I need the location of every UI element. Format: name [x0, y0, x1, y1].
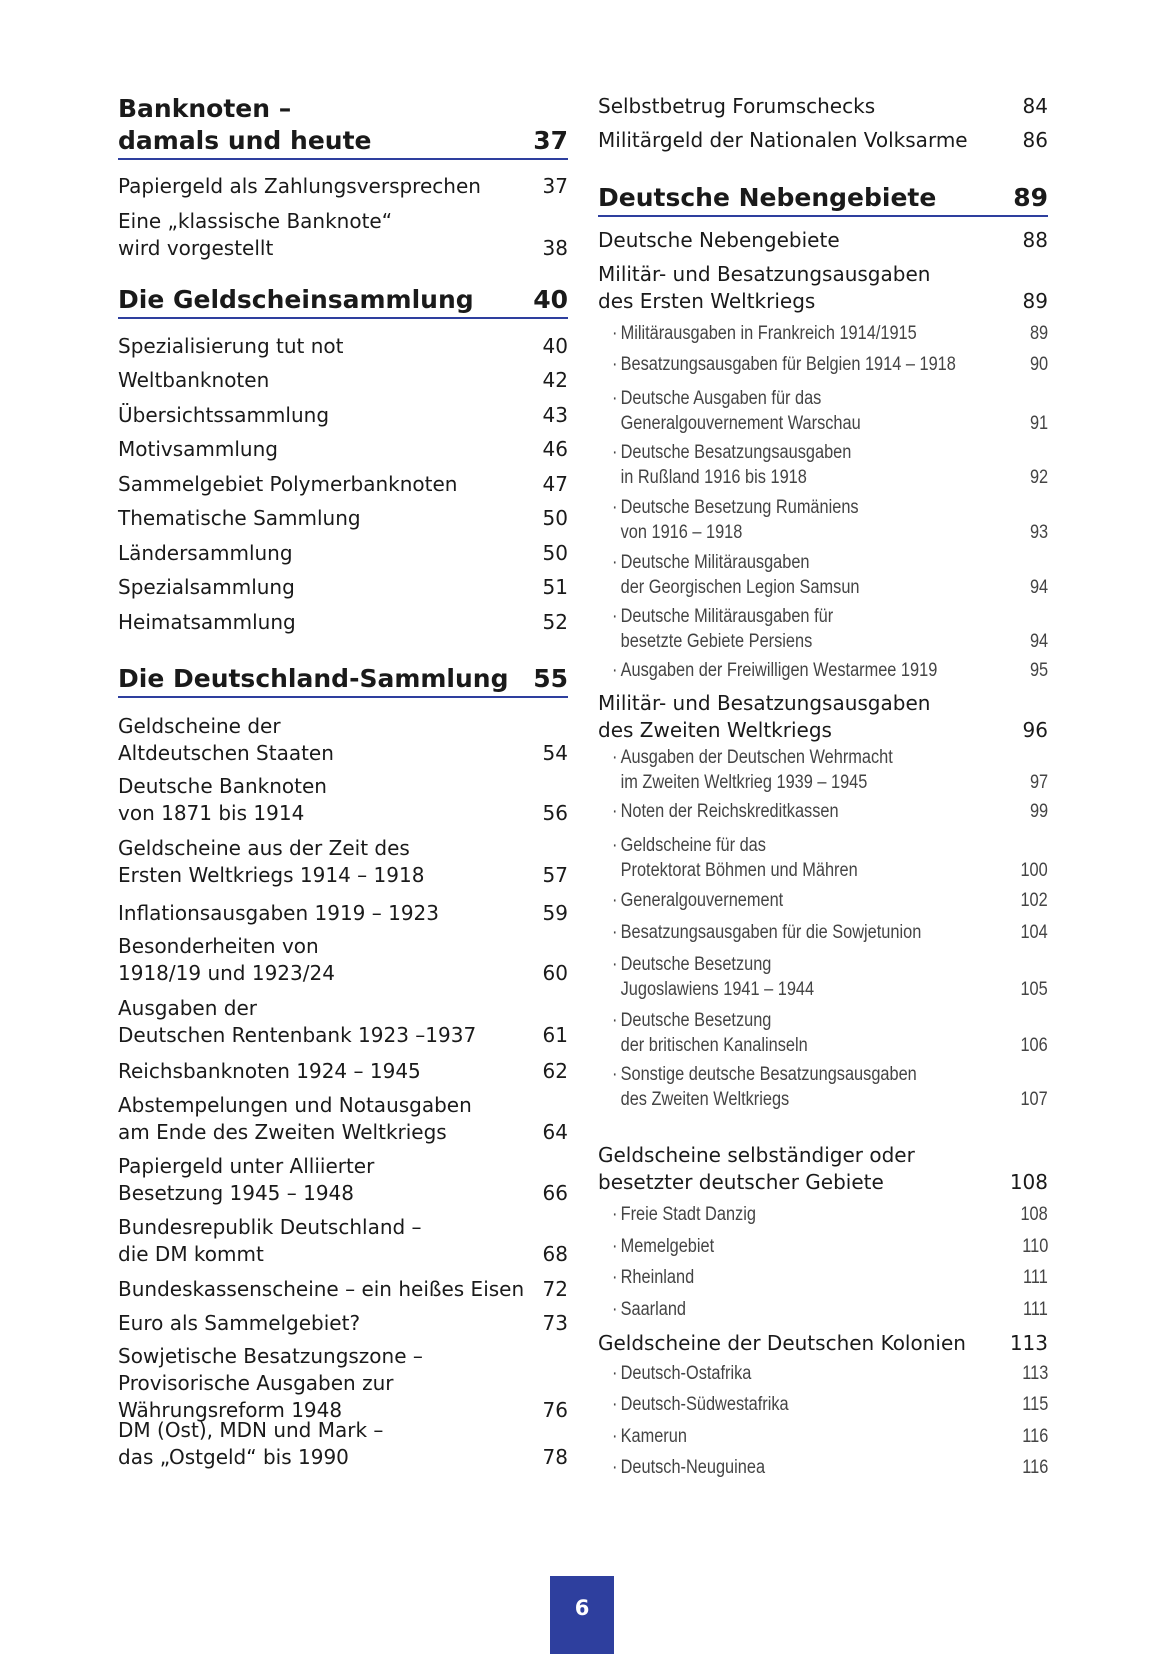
- toc-page-number: 108: [1009, 1170, 1048, 1194]
- toc-page-number: 116: [1021, 1457, 1048, 1478]
- toc-title-line: [612, 952, 814, 977]
- toc-page-number: 92: [1029, 467, 1048, 488]
- toc-title: [598, 127, 968, 154]
- toc-title-line: Reichsbanknoten 1924 – 1945: [118, 1059, 421, 1083]
- toc-title: [118, 609, 296, 636]
- toc-page-number: 107: [1020, 1089, 1048, 1110]
- toc-title-line: [612, 321, 917, 346]
- toc-title-line: [612, 386, 861, 411]
- toc-title-line: Selbstbetrug Forumschecks: [598, 94, 876, 118]
- toc-title-line: Sammelgebiet Polymerbanknoten: [118, 472, 458, 496]
- toc-title-line: Besetzung 1945 – 1948: [118, 1181, 355, 1205]
- toc-page-number: 42: [542, 368, 568, 392]
- toc-title: [612, 1297, 686, 1322]
- toc-title-text: Sonstige deutsche Besatzungsausgaben: [620, 1064, 917, 1085]
- toc-title: [612, 321, 917, 346]
- toc-title: [118, 436, 278, 463]
- toc-title-text: Memelgebiet: [620, 1236, 715, 1257]
- toc-title-line: des Ersten Weltkriegs: [598, 289, 816, 313]
- bullet-icon: ·: [612, 552, 618, 573]
- bullet-icon: ·: [612, 1394, 618, 1415]
- toc-page-number: 115: [1021, 1394, 1048, 1415]
- bullet-icon: ·: [612, 835, 618, 856]
- toc-title: [118, 1092, 472, 1146]
- toc-title-line: [612, 1008, 808, 1033]
- toc-page-number: 72: [542, 1277, 568, 1301]
- toc-title-line: damals und heute: [118, 126, 372, 155]
- toc-title: [612, 952, 814, 1002]
- toc-title: [612, 745, 893, 795]
- toc-page-number: 110: [1021, 1236, 1048, 1257]
- toc-title-line: der britischen Kanalinseln: [620, 1035, 808, 1056]
- toc-title-line: Heimatsammlung: [118, 610, 296, 634]
- toc-page-number: 37: [542, 174, 568, 198]
- toc-page-number: 90: [1029, 354, 1048, 375]
- bullet-icon: ·: [612, 1426, 618, 1447]
- toc-title: [118, 540, 293, 567]
- bullet-icon: ·: [612, 497, 618, 518]
- toc-page-number: 54: [542, 741, 568, 765]
- toc-title: [612, 1424, 687, 1449]
- toc-title: [118, 471, 457, 498]
- toc-title-line: Weltbanknoten: [118, 368, 270, 392]
- toc-title-line: von 1871 bis 1914: [118, 801, 305, 825]
- bullet-icon: ·: [612, 660, 618, 681]
- toc-title-line: Sowjetische Besatzungszone –: [118, 1344, 423, 1368]
- toc-page-number: 64: [542, 1120, 568, 1144]
- bullet-icon: ·: [612, 1299, 618, 1320]
- toc-title: [118, 1310, 360, 1337]
- toc-page-number: 73: [542, 1311, 568, 1335]
- toc-title-line: Deutsche Banknoten: [118, 774, 327, 798]
- toc-title: [612, 1062, 917, 1112]
- toc-title-line: Deutschen Rentenbank 1923 –1937: [118, 1023, 477, 1047]
- toc-title-text: Deutsch-Südwestafrika: [620, 1394, 789, 1415]
- toc-page-number: 52: [542, 610, 568, 634]
- toc-title-line: [612, 1455, 765, 1480]
- toc-title: [118, 713, 334, 767]
- toc-page-number: 55: [533, 664, 568, 693]
- toc-title-line: Bundeskassenscheine – ein heißes Eisen: [118, 1277, 525, 1301]
- toc-title-text: Besatzungsausgaben für die Sowjetunion: [620, 922, 922, 943]
- toc-title-text: Deutsche Besetzung: [620, 954, 772, 975]
- toc-page-number: 43: [542, 403, 568, 427]
- bullet-icon: ·: [612, 1010, 618, 1031]
- toc-page-number: 56: [542, 801, 568, 825]
- toc-title-line: Deutsche Nebengebiete: [598, 183, 937, 212]
- bullet-icon: ·: [612, 606, 618, 627]
- toc-title-text: Deutsche Besatzungsausgaben: [620, 442, 852, 463]
- toc-title-line: besetzter deutscher Gebiete: [598, 1170, 884, 1194]
- bullet-icon: ·: [612, 1363, 618, 1384]
- toc-page-number: 96: [1022, 718, 1048, 742]
- toc-title: [118, 402, 329, 429]
- toc-page-number: 91: [1029, 413, 1048, 434]
- toc-page-number: 40: [542, 334, 568, 358]
- toc-page-number: 116: [1021, 1426, 1048, 1447]
- toc-title-text: Generalgouvernement: [620, 890, 784, 911]
- toc-page-number: 89: [1022, 289, 1048, 313]
- toc-page-number: 76: [542, 1398, 568, 1422]
- toc-title: [118, 933, 335, 987]
- toc-title-line: Euro als Sammelgebiet?: [118, 1311, 361, 1335]
- toc-title: [118, 367, 269, 394]
- bullet-icon: ·: [612, 388, 618, 409]
- toc-title-line: Papiergeld unter Alliierter: [118, 1154, 375, 1178]
- toc-page-number: 108: [1020, 1204, 1048, 1225]
- toc-title: [598, 227, 840, 254]
- toc-title: [612, 1265, 694, 1290]
- toc-title-text: Kamerun: [620, 1426, 687, 1447]
- toc-title: [118, 995, 476, 1049]
- toc-title-line: Geldscheine selbständiger oder: [598, 1143, 915, 1167]
- bullet-icon: ·: [612, 801, 618, 822]
- toc-page-number: 57: [542, 863, 568, 887]
- toc-title: [118, 574, 295, 601]
- toc-title-line: [612, 1202, 756, 1227]
- toc-title: [598, 182, 936, 214]
- toc-title-line: [612, 1392, 789, 1417]
- toc-title-line: des Zweiten Weltkriegs: [598, 718, 832, 742]
- toc-title: [118, 1153, 374, 1207]
- toc-title: [118, 333, 344, 360]
- toc-title: [118, 663, 508, 695]
- toc-title: [612, 440, 851, 490]
- heading-underline: [118, 696, 568, 698]
- toc-title: [612, 920, 921, 945]
- bullet-icon: ·: [612, 954, 618, 975]
- toc-page-number: 94: [1029, 577, 1048, 598]
- toc-page-number: 51: [542, 575, 568, 599]
- toc-title-line: [612, 352, 956, 377]
- bullet-icon: ·: [612, 354, 618, 375]
- toc-title: [598, 690, 930, 744]
- toc-title-line: Protektorat Böhmen und Mähren: [620, 860, 858, 881]
- toc-title: [612, 550, 860, 600]
- toc-title-text: Deutsch-Ostafrika: [620, 1363, 752, 1384]
- toc-title-line: Übersichtssammlung: [118, 403, 330, 427]
- toc-title-line: Militär- und Besatzungsausgaben: [598, 262, 931, 286]
- toc-title: [118, 773, 327, 827]
- toc-title-line: Militär- und Besatzungsausgaben: [598, 691, 931, 715]
- toc-title-line: Militärgeld der Nationalen Volksarme: [598, 128, 968, 152]
- toc-title: [118, 208, 392, 262]
- toc-page-number: 61: [542, 1023, 568, 1047]
- toc-title-line: besetzte Gebiete Persiens: [620, 631, 813, 652]
- toc-page-number: 88: [1022, 228, 1048, 252]
- toc-page-number: 93: [1029, 522, 1048, 543]
- toc-title-text: Deutsche Militärausgaben: [620, 552, 810, 573]
- toc-page-number: 78: [542, 1445, 568, 1469]
- toc-title: [612, 386, 861, 436]
- toc-title-line: [612, 1265, 694, 1290]
- toc-title-line: wird vorgestellt: [118, 236, 274, 260]
- toc-title: [612, 833, 858, 883]
- toc-title: [612, 1202, 756, 1227]
- toc-title-text: Besatzungsausgaben für Belgien 1914 – 1918: [620, 354, 956, 375]
- toc-page-number: 40: [533, 285, 568, 314]
- toc-title-line: Inflationsausgaben 1919 – 1923: [118, 901, 440, 925]
- bullet-icon: ·: [612, 1457, 618, 1478]
- toc-title-line: Bundesrepublik Deutschland –: [118, 1215, 422, 1239]
- toc-title: [118, 1417, 383, 1471]
- toc-title: [598, 261, 930, 315]
- toc-title-line: des Zweiten Weltkriegs: [620, 1089, 790, 1110]
- toc-title-line: Generalgouvernement Warschau: [620, 413, 861, 434]
- toc-title-line: Jugoslawiens 1941 – 1944: [620, 979, 815, 1000]
- toc-title: [118, 284, 474, 316]
- heading-underline: [118, 317, 568, 319]
- toc-title-line: Spezialsammlung: [118, 575, 295, 599]
- toc-title-line: Altdeutschen Staaten: [118, 741, 334, 765]
- bullet-icon: ·: [612, 1236, 618, 1257]
- page-number: 6: [550, 1576, 614, 1654]
- toc-page-number: 47: [542, 472, 568, 496]
- toc-title: [598, 1142, 915, 1196]
- toc-title: [118, 1343, 423, 1424]
- toc-title-text: Deutsche Ausgaben für das: [620, 388, 822, 409]
- toc-title-text: Noten der Reichskreditkassen: [620, 801, 839, 822]
- heading-underline: [118, 158, 568, 160]
- toc-title-text: Deutsche Besetzung Rumäniens: [620, 497, 859, 518]
- toc-title-text: Ausgaben der Deutschen Wehrmacht: [620, 747, 893, 768]
- toc-title: [118, 93, 372, 157]
- toc-title-line: der Georgischen Legion Samsun: [620, 577, 860, 598]
- toc-title: [612, 495, 859, 545]
- toc-title-line: Währungsreform 1948: [118, 1398, 343, 1422]
- toc-title: [118, 173, 481, 200]
- toc-title: [612, 1008, 808, 1058]
- toc-title-text: Geldscheine für das: [620, 835, 766, 856]
- toc-title-line: Geldscheine der: [118, 714, 281, 738]
- toc-title-text: Saarland: [620, 1299, 687, 1320]
- toc-page-number: 84: [1022, 94, 1048, 118]
- toc-title-text: Deutsche Militärausgaben für: [620, 606, 834, 627]
- bullet-icon: ·: [612, 922, 618, 943]
- toc-page-number: 50: [542, 506, 568, 530]
- toc-title-text: Militärausgaben in Frankreich 1914/1915: [620, 323, 917, 344]
- bullet-icon: ·: [612, 747, 618, 768]
- toc-page-number: 100: [1020, 860, 1048, 881]
- toc-page-number: 38: [542, 236, 568, 260]
- toc-title-line: Geldscheine aus der Zeit des: [118, 836, 410, 860]
- toc-title-line: das „Ostgeld“ bis 1990: [118, 1445, 349, 1469]
- toc-page-number: 104: [1020, 922, 1048, 943]
- toc-title: [612, 658, 937, 683]
- toc-title-line: Geldscheine der Deutschen Kolonien: [598, 1331, 966, 1355]
- toc-title-line: [612, 888, 783, 913]
- toc-page-number: 99: [1029, 801, 1048, 822]
- toc-page-number: 113: [1021, 1363, 1048, 1384]
- toc-title-text: Rheinland: [620, 1267, 695, 1288]
- toc-page-number: 97: [1029, 772, 1048, 793]
- toc-title: [598, 93, 875, 120]
- toc-page-number: 89: [1029, 323, 1048, 344]
- toc-page-number: 66: [542, 1181, 568, 1205]
- toc-title: [118, 505, 361, 532]
- toc-page-number: 102: [1020, 890, 1048, 911]
- toc-title: [598, 1330, 966, 1357]
- toc-page-number: 89: [1013, 183, 1048, 212]
- toc-title-line: [612, 745, 893, 770]
- toc-title-line: am Ende des Zweiten Weltkriegs: [118, 1120, 447, 1144]
- toc-title-line: [612, 604, 833, 629]
- toc-title-line: [612, 920, 921, 945]
- toc-title: [612, 1455, 765, 1480]
- toc-page-number: 62: [542, 1059, 568, 1083]
- toc-title-text: Freie Stadt Danzig: [620, 1204, 756, 1225]
- toc-title: [118, 900, 439, 927]
- toc-title: [118, 1058, 421, 1085]
- toc-page-number: 86: [1022, 128, 1048, 152]
- toc-title: [612, 1392, 789, 1417]
- toc-page-number: 111: [1023, 1299, 1048, 1320]
- toc-title-line: Papiergeld als Zahlungsversprechen: [118, 174, 481, 198]
- toc-page-number: 111: [1023, 1267, 1048, 1288]
- toc-title-text: Deutsche Besetzung: [620, 1010, 772, 1031]
- toc-title-line: Deutsche Nebengebiete: [598, 228, 840, 252]
- toc-title-line: [612, 1062, 917, 1087]
- toc-title: [118, 1214, 422, 1268]
- toc-title-line: [612, 550, 860, 575]
- toc-title-line: 1918/19 und 1923/24: [118, 961, 335, 985]
- toc-title-line: [612, 1234, 714, 1259]
- toc-title-line: Banknoten –: [118, 94, 292, 123]
- toc-title: [612, 799, 839, 824]
- toc-page-number: 50: [542, 541, 568, 565]
- toc-page-number: 105: [1020, 979, 1048, 1000]
- toc-page-number: 60: [542, 961, 568, 985]
- toc-title-line: Eine „klassische Banknote“: [118, 209, 393, 233]
- toc-title-text: Ausgaben der Freiwilligen Westarmee 1919: [620, 660, 938, 681]
- bullet-icon: ·: [612, 1204, 618, 1225]
- toc-title-line: Spezialisierung tut not: [118, 334, 344, 358]
- toc-page-number: 106: [1020, 1035, 1048, 1056]
- toc-page-number: 95: [1029, 660, 1048, 681]
- heading-underline: [598, 215, 1048, 217]
- toc-title-line: von 1916 – 1918: [620, 522, 743, 543]
- bullet-icon: ·: [612, 442, 618, 463]
- toc-page-number: 37: [533, 126, 568, 155]
- toc-title-line: [612, 658, 937, 683]
- bullet-icon: ·: [612, 1267, 618, 1288]
- toc-title-line: [612, 495, 859, 520]
- toc-title-line: die DM kommt: [118, 1242, 264, 1266]
- toc-title-line: Die Deutschland-Sammlung: [118, 664, 509, 693]
- bullet-icon: ·: [612, 1064, 618, 1085]
- toc-title: [612, 352, 956, 377]
- toc-title-line: DM (Ost), MDN und Mark –: [118, 1418, 384, 1442]
- toc-title-line: [612, 1297, 686, 1322]
- toc-title: [612, 604, 833, 654]
- toc-title-line: Motivsammlung: [118, 437, 278, 461]
- bullet-icon: ·: [612, 323, 618, 344]
- toc-page-number: 46: [542, 437, 568, 461]
- toc-title-line: [612, 833, 858, 858]
- toc-title: [118, 1276, 524, 1303]
- toc-title: [612, 1234, 714, 1259]
- toc-title-line: Ländersammlung: [118, 541, 293, 565]
- toc-title-line: Besonderheiten von: [118, 934, 319, 958]
- toc-title-line: [612, 1424, 687, 1449]
- toc-page-number: 59: [542, 901, 568, 925]
- toc-title: [118, 835, 424, 889]
- toc-page-number: 94: [1029, 631, 1048, 652]
- toc-title-line: [612, 1361, 751, 1386]
- toc-title-line: im Zweiten Weltkrieg 1939 – 1945: [620, 772, 868, 793]
- toc-title-line: Provisorische Ausgaben zur: [118, 1371, 394, 1395]
- toc-title-line: Die Geldscheinsammlung: [118, 285, 474, 314]
- bullet-icon: ·: [612, 890, 618, 911]
- toc-title-line: Ausgaben der: [118, 996, 257, 1020]
- toc-title-line: [612, 440, 851, 465]
- toc-page-number: 68: [542, 1242, 568, 1266]
- toc-title: [612, 888, 783, 913]
- toc-title-line: in Rußland 1916 bis 1918: [620, 467, 807, 488]
- toc-title-line: Thematische Sammlung: [118, 506, 361, 530]
- toc-title-line: Ersten Weltkriegs 1914 – 1918: [118, 863, 425, 887]
- toc-title-text: Deutsch-Neuguinea: [620, 1457, 766, 1478]
- toc-title: [612, 1361, 751, 1386]
- toc-title-line: Abstempelungen und Notausgaben: [118, 1093, 472, 1117]
- toc-title-line: [612, 799, 839, 824]
- toc-page-number: 113: [1009, 1331, 1048, 1355]
